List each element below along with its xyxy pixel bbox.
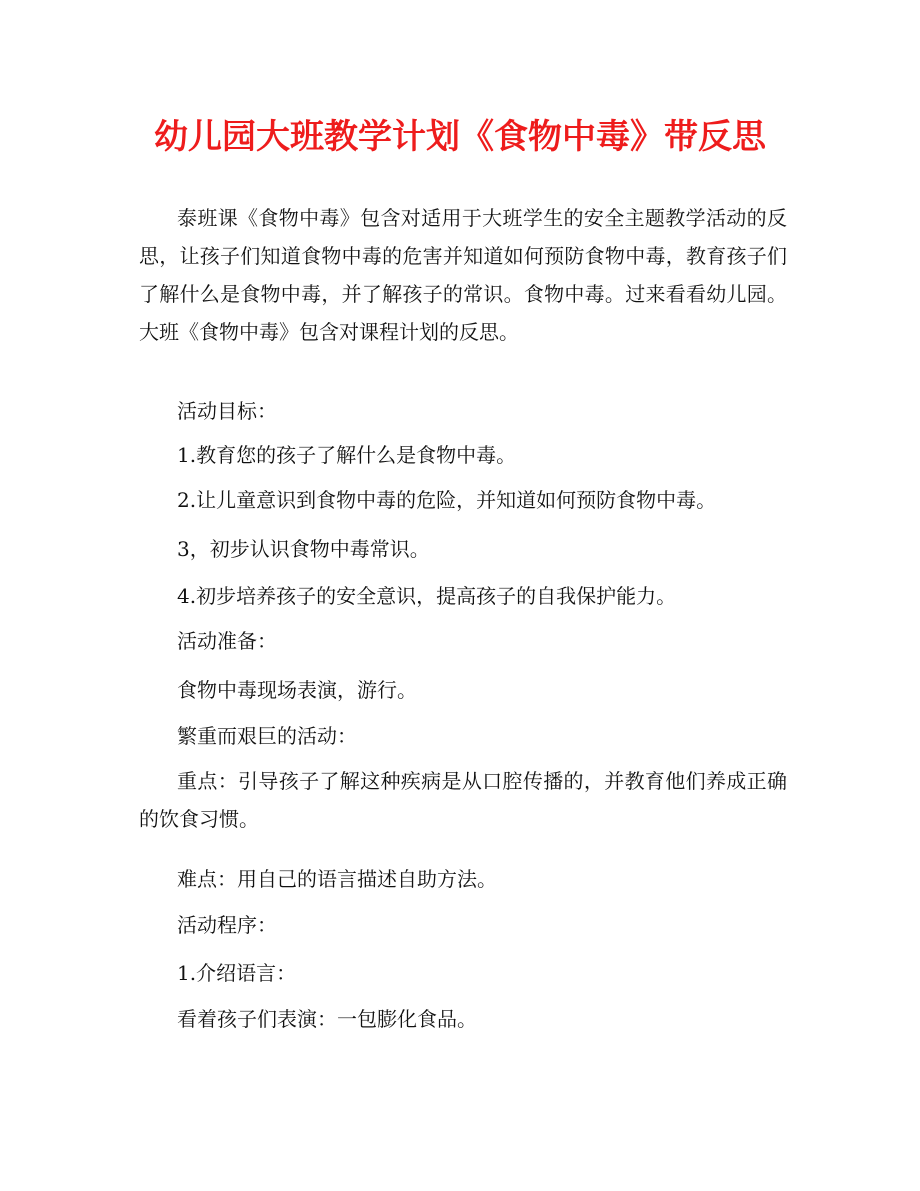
document-title: 幼儿园大班教学计划《食物中毒》带反思: [154, 117, 766, 157]
goal-item-1: 1.教育您的孩子了解什么是食物中毒。: [177, 443, 517, 467]
step-1-heading: 1.介绍语言：: [177, 961, 297, 985]
prep-heading: 活动准备：: [177, 629, 277, 653]
goal-item-3: 3，初步认识食物中毒常识。: [177, 537, 430, 561]
key-point-paragraph: 重点：引导孩子了解这种疾病是从口腔传播的，并教育他们养成正确的饮食习惯。: [139, 769, 787, 831]
goals-heading: 活动目标：: [177, 399, 277, 423]
intro-paragraph: [139, 199, 787, 351]
difficulty-heading: 繁重而艰巨的活动：: [177, 724, 357, 748]
process-heading: 活动程序：: [177, 913, 277, 937]
difficult-point: 难点：用自己的语言描述自助方法。: [177, 867, 497, 891]
intro-text: 泰班课《食物中毒》包含对适用于大班学生的安全主题教学活动的反思，让孩子们知道食物中毒的危害并知道如何预防食物中毒，教育孩子们了解什么是食物中毒，并了解孩子的常识。食物中毒。过来看看幼儿园。大班《食物中毒》包含对课程计划的反思。: [139, 206, 787, 344]
goal-item-2: 2.让儿童意识到食物中毒的危险，并知道如何预防食物中毒。: [177, 488, 717, 512]
goal-item-4: 4.初步培养孩子的安全意识，提高孩子的自我保护能力。: [177, 584, 677, 608]
step-1-text: 看着孩子们表演：一包膨化食品。: [177, 1007, 477, 1031]
prep-text: 食物中毒现场表演，游行。: [177, 678, 417, 702]
